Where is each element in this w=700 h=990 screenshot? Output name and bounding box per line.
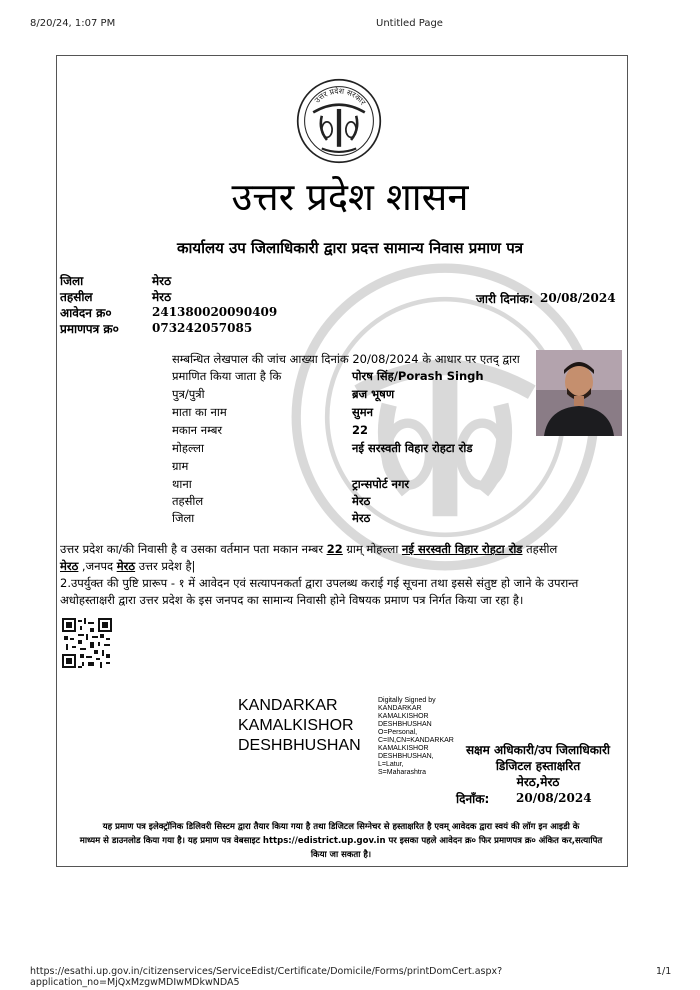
tehsil-label: तहसील [60, 290, 93, 304]
para-house: 22 [326, 542, 343, 556]
mother-label: माता का नाम [172, 405, 227, 419]
signer-name-line-2: KAMALKISHOR [238, 717, 354, 734]
applicant-name: पोरष सिंह/Porash Singh [352, 369, 484, 383]
village-label: ग्राम [172, 459, 189, 473]
tehsil2-label: तहसील [172, 494, 204, 508]
applicant-photo [536, 350, 622, 436]
issue-date-value: 20/08/2024 [540, 291, 616, 305]
signer-name-line-1: KANDARKAR [238, 697, 338, 714]
para-district: मेरठ [116, 559, 136, 573]
officer-designation: सक्षम अधिकारी/उप जिलाधिकारी [465, 743, 611, 757]
thana-value: ट्रान्सपोर्ट नगर [352, 477, 410, 491]
father-value: ब्रज भूषण [352, 387, 395, 401]
person-photo-icon [536, 350, 622, 436]
house-label: मकान नम्बर [172, 423, 223, 437]
sign-date-value: 20/08/2024 [516, 791, 592, 805]
tehsil-value: मेरठ [152, 290, 172, 304]
district2-value: मेरठ [352, 511, 371, 525]
para-tehsil: मेरठ [60, 559, 79, 573]
sign-date-label: दिनाँक: [456, 792, 490, 806]
up-government-seal-icon [296, 78, 382, 164]
thana-label: थाना [172, 477, 192, 491]
officer-location: मेरठ,मेरठ [516, 775, 560, 789]
certificate-subtitle: कार्यालय उप जिलाधिकारी द्वारा प्रदत्त सामान्य निवास प्रमाण पत्र [177, 239, 523, 257]
print-timestamp: 8/20/24, 1:07 PM [30, 18, 116, 29]
district-value: मेरठ [152, 274, 172, 288]
print-page-count: 1/1 [656, 966, 672, 977]
certificate-number-value: 073242057085 [152, 321, 253, 335]
tehsil2-value: मेरठ [352, 494, 371, 508]
district2-label: जिला [172, 511, 195, 525]
print-url: https://esathi.up.gov.in/citizenservices/ServiceEdist/Certificate/Domicile/Forms/printDomCert.aspx?application_no=MjQxMzgwMDIwMDkwNDA5 [30, 966, 503, 988]
qr-code-icon [62, 618, 112, 668]
father-label: पुत्र/पुत्री [172, 387, 205, 401]
digital-signature-details: Digitally Signed by KANDARKAR KAMALKISHOR DESHBHUSHAN O=Personal, C=IN,CN=KANDARKAR KAMALKISHOR DESHBHUSHAN, L=Latur, S=Maharashtra [378, 697, 454, 776]
application-number-label: आवेदन क्र० [60, 306, 112, 320]
mohalla-value: नई सरस्वती विहार रोहटा रोड [352, 441, 473, 455]
intro-line-1: सम्बन्धित लेखपाल की जांच आख्या दिनांक 20/08/2024 के आधार पर एतद् द्वारा [172, 352, 520, 366]
paragraph-residence: उत्तर प्रदेश का/की निवासी है व उसका वर्तमान पता मकान नम्बर 22 ग्राम् मोहल्ला नई सरस्वती विहार रोहटा रोड तहसील मेरठ ,जनपद मेरठ उत्तर प्रदेश है| [60, 542, 558, 573]
certificate-number-label: प्रमाणपत्र क्र० [60, 322, 119, 336]
issue-date-label: जारी दिनांक: [476, 292, 534, 306]
para-mohalla: नई सरस्वती विहार रोहटा रोड [401, 542, 523, 556]
mohalla-label: मोहल्ला [172, 441, 204, 455]
application-number-value: 241380020090409 [152, 305, 278, 319]
certificate-title: उत्तर प्रदेश शासन [231, 175, 469, 219]
house-value: 22 [352, 423, 369, 437]
district-label: जिला [60, 274, 84, 288]
intro-line-2: प्रमाणित किया जाता है कि [172, 369, 282, 383]
svg-text:उत्तर प्रदेश सरकार: उत्तर प्रदेश सरकार [312, 86, 368, 107]
verification-note: यह प्रमाण पत्र इलेक्ट्रॉनिक डिलिवरी सिस्टम द्वारा तैयार किया गया है तथा डिजिटल सिग्नेचर से हस्ताक्षरित है एवम् आवेदक द्वारा स्वयं की लॉग इन आइडी के माध्यम से डाउनलोड किया गया है। यह प्रमाण पत्र वेबसाइट https://edistrict.up.gov.in पर इसका पहले आवेदन क्र० फिर प्रमाणपत्र क्र० अंकित कर,सत्यापित किया जा सकता है। [79, 822, 603, 860]
paragraph-verification: 2.उपर्युक्त की पुष्टि प्रारूप - १ में आवेदन एवं सत्यापनकर्ता द्वारा उपलब्ध कराई गई सूचना तथा इससे संतुष्ट हो जाने के उपरान्त अधोहस्ताक्षरी द्वारा उत्तर प्रदेश के इस जनपद का सामान्य निवासी होने विषयक प्रमाण पत्र निर्गत किया जा रहा है। [60, 576, 579, 607]
signer-name-line-3: DESHBHUSHAN [238, 737, 361, 754]
officer-digital-signed: डिजिटल हस्ताक्षरित [495, 759, 581, 773]
mother-value: सुमन [352, 405, 374, 419]
print-page-title: Untitled Page [376, 18, 443, 29]
